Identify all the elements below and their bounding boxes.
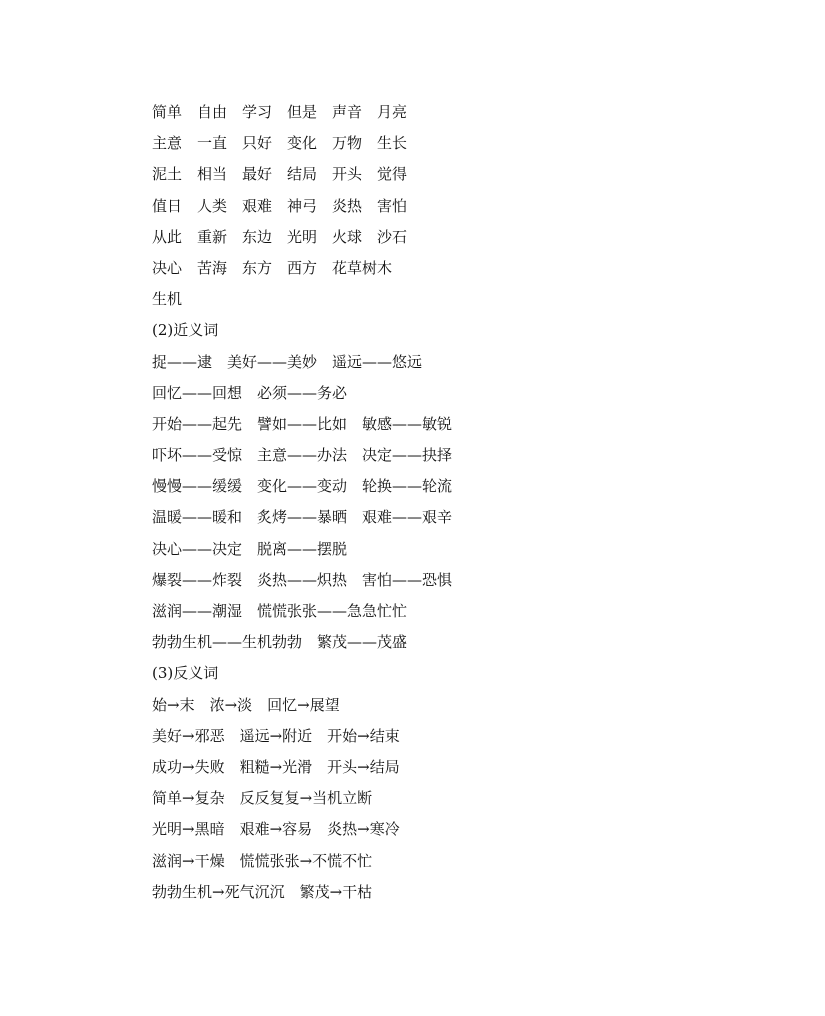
word-list-line: 泥土 相当 最好 结局 开头 觉得 <box>152 165 408 184</box>
synonym-line: 温暖——暖和 炙烤——暴晒 艰难——艰辛 <box>152 508 453 527</box>
antonym-line: 简单→复杂 反反复复→当机立断 <box>152 789 373 808</box>
synonym-line: 开始——起先 譬如——比如 敏感——敏锐 <box>152 414 453 433</box>
word-list-line: 生机 <box>152 290 183 309</box>
synonym-line: 爆裂——炸裂 炎热——炽热 害怕——恐惧 <box>152 570 453 589</box>
word-list-line: 从此 重新 东边 光明 火球 沙石 <box>152 227 408 246</box>
synonym-line: 滋润——潮湿 慌慌张张——急急忙忙 <box>152 602 408 620</box>
word-list-line: 决心 苦海 东方 西方 花草树木 <box>152 258 393 277</box>
synonym-line: 回忆——回想 必须——务必 <box>152 383 348 402</box>
synonym-line: 勃勃生机——生机勃勃 繁茂——茂盛 <box>152 633 408 652</box>
word-list-line: 简单 自由 学习 但是 声音 月亮 <box>152 103 408 121</box>
word-list-line: 主意 一直 只好 变化 万物 生长 <box>152 134 408 153</box>
antonym-line: 勃勃生机→死气沉沉 繁茂→干枯 <box>152 882 373 901</box>
antonym-line: 成功→失败 粗糙→光滑 开头→结局 <box>152 757 400 776</box>
antonym-line: 始→末 浓→淡 回忆→展望 <box>152 695 340 714</box>
section-heading-antonyms: (3)反义词 <box>152 664 219 683</box>
section-heading-synonyms: (2)近义词 <box>152 321 219 340</box>
word-list-line: 值日 人类 艰难 神弓 炎热 害怕 <box>152 196 408 215</box>
antonym-line: 滋润→干燥 慌慌张张→不慌不忙 <box>152 851 373 870</box>
synonym-line: 决心——决定 脱离——摆脱 <box>152 539 348 558</box>
document-body <box>152 97 792 908</box>
antonym-line: 美好→邪恶 遥远→附近 开始→结束 <box>152 726 400 745</box>
synonym-line: 慢慢——缓缓 变化——变动 轮换——轮流 <box>152 477 453 496</box>
synonym-line: 捉——逮 美好——美妙 遥远——悠远 <box>152 352 423 371</box>
antonym-line: 光明→黑暗 艰难→容易 炎热→寒冷 <box>152 820 400 839</box>
synonym-line: 吓坏——受惊 主意——办法 决定——抉择 <box>152 446 453 465</box>
